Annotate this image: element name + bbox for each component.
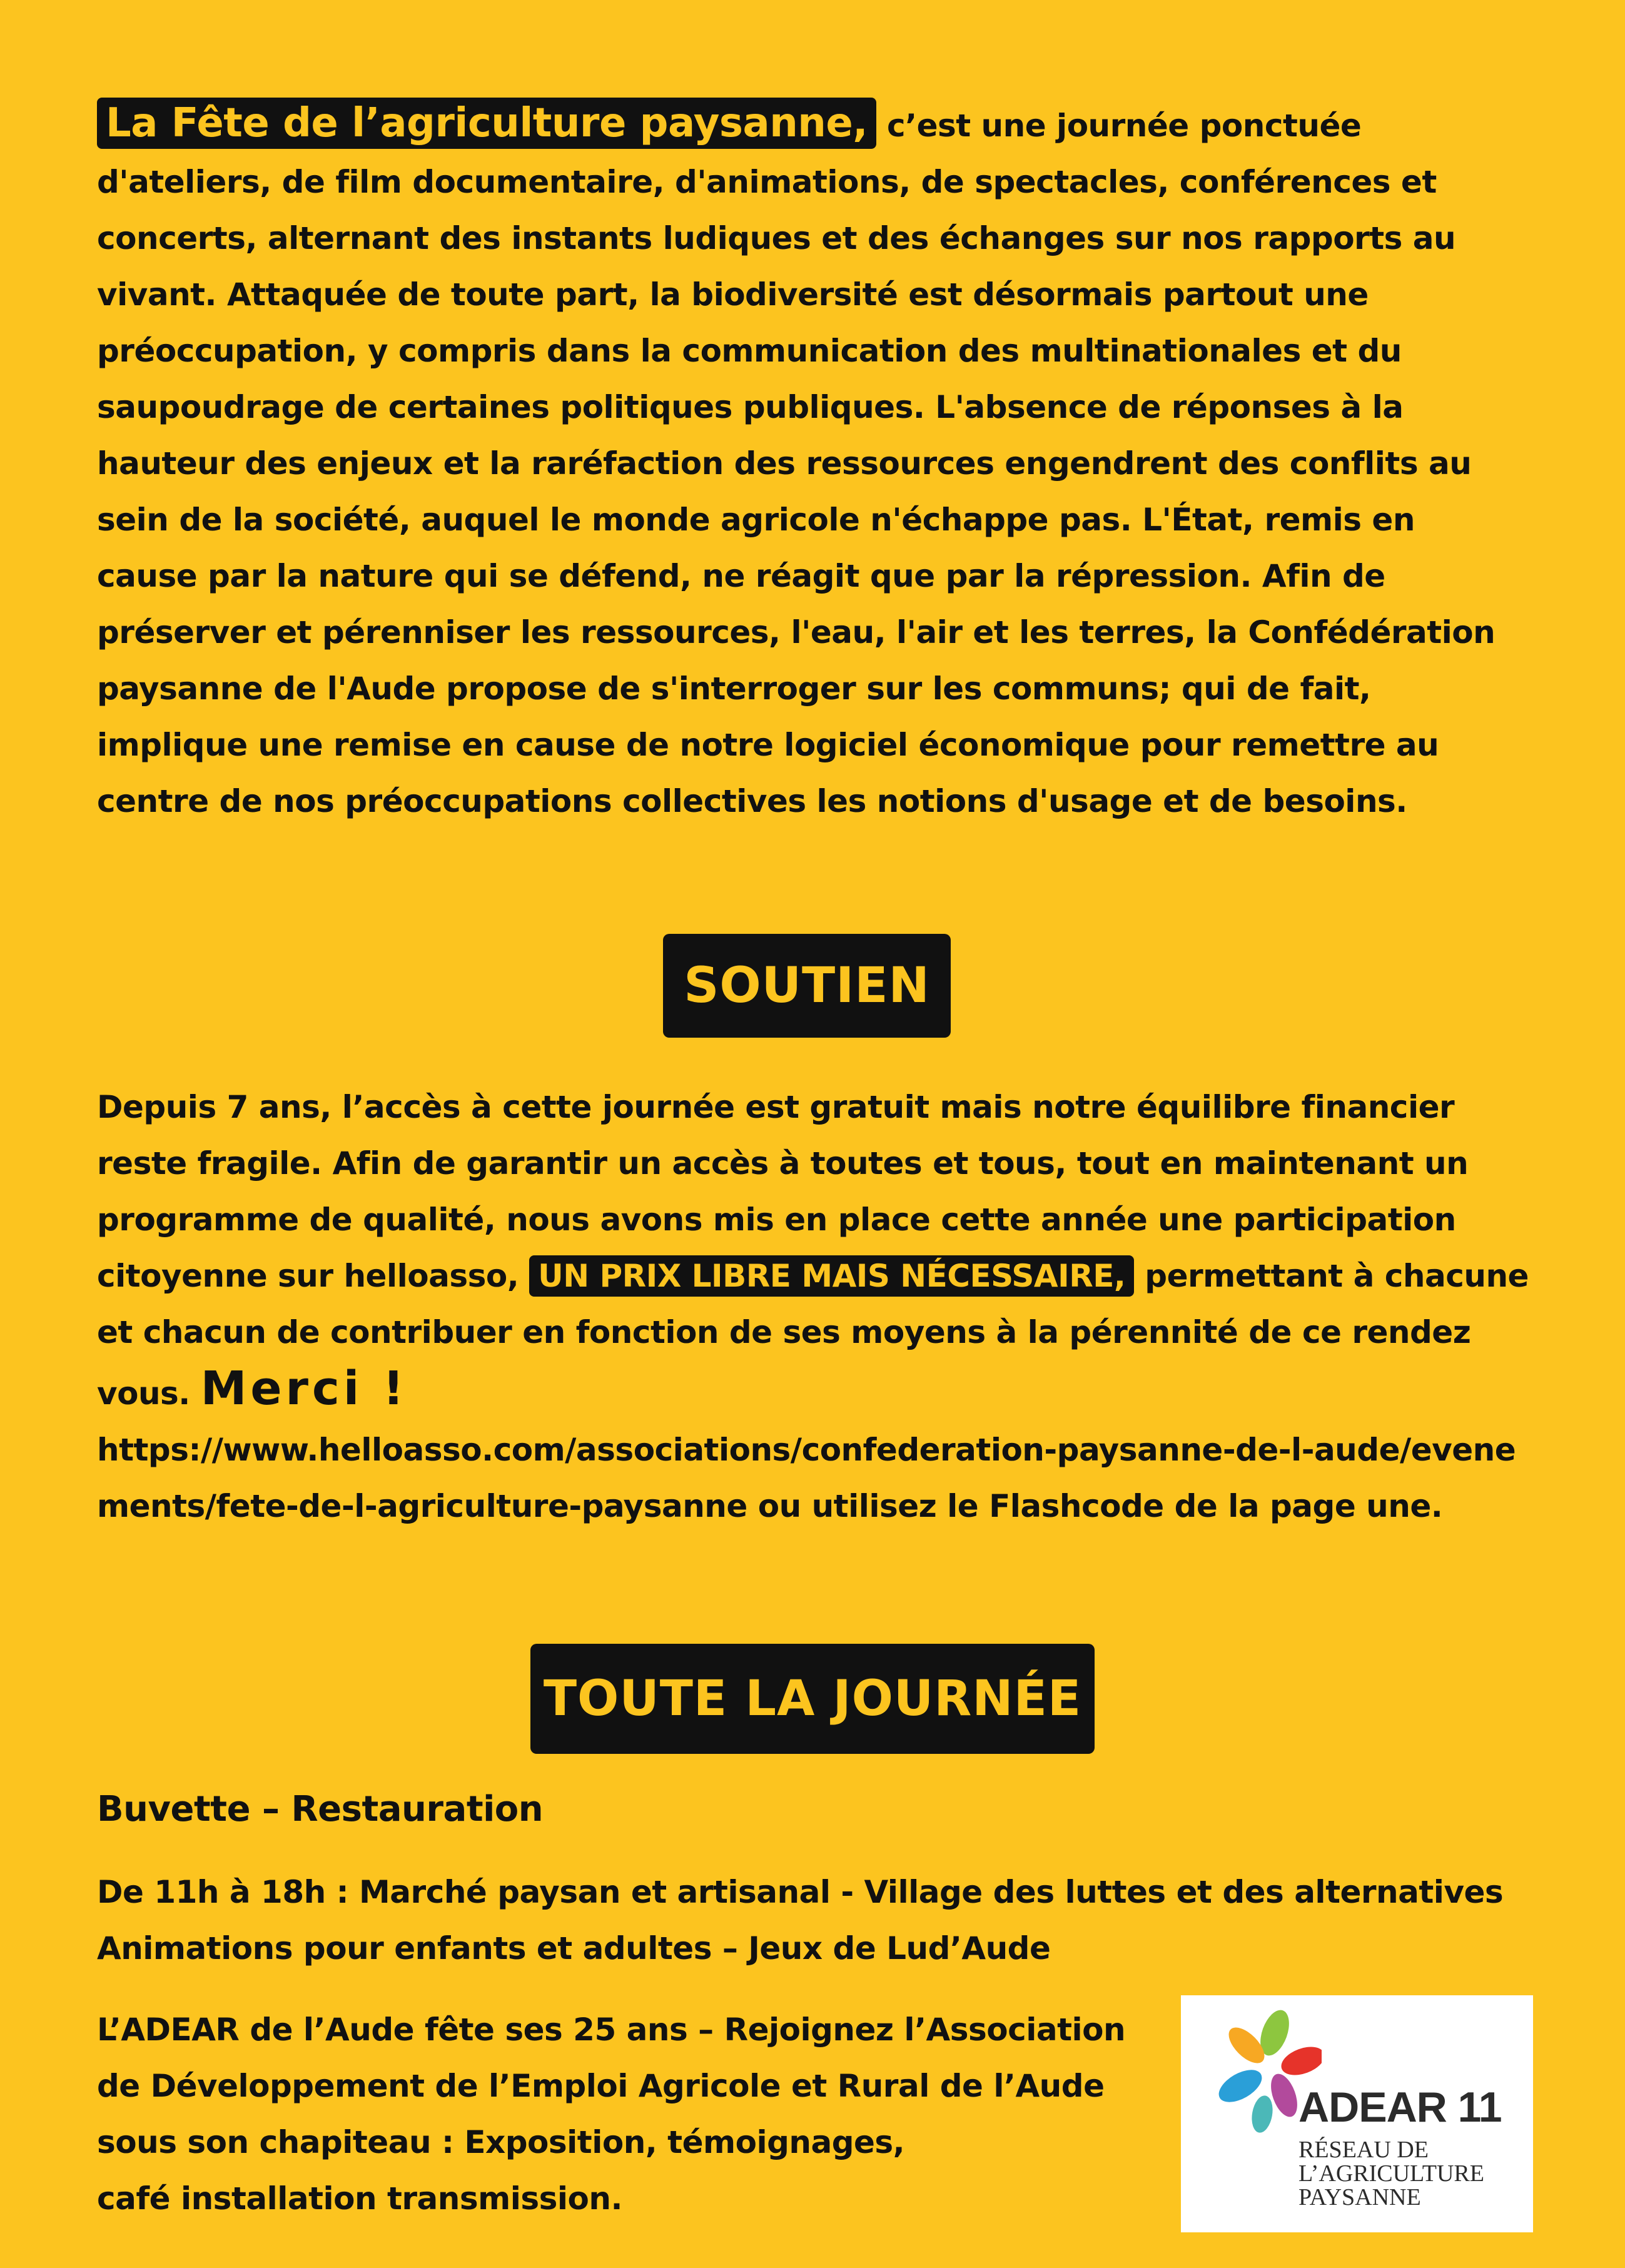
- helloasso-link-cont[interactable]: ments/fete-de-l-agriculture-paysanne ou utilisez le Flashcode de la page une.: [97, 1488, 1443, 1524]
- intro-line: concerts, alternant des instants ludiques et des échanges sur nos rapports au: [97, 220, 1456, 256]
- buvette-line: Buvette – Restauration: [97, 1789, 544, 1830]
- journee-adear: [97, 2002, 1173, 2227]
- adear-line: sous son chapiteau : Exposition, témoignages,: [97, 2124, 905, 2160]
- intro-line: cause par la nature qui se défend, ne réagit que par la répression. Afin de: [97, 558, 1385, 594]
- soutien-line: vous. Merci !: [97, 1362, 408, 1415]
- intro-line: hauteur des enjeux et la raréfaction des ressources engendrent des conflits au: [97, 445, 1472, 482]
- intro-line: d'ateliers, de film documentaire, d'animations, de spectacles, conférences et: [97, 164, 1437, 200]
- adear-line: de Développement de l’Emploi Agricole et Rural de l’Aude: [97, 2068, 1105, 2104]
- intro-line: vivant. Attaquée de toute part, la biodiversité est désormais partout une: [97, 276, 1369, 313]
- merci-text: Merci !: [200, 1362, 408, 1415]
- adear-line: L’ADEAR de l’Aude fête ses 25 ans – Rejoignez l’Association: [97, 2012, 1126, 2048]
- intro-line-1: La Fête de l’agriculture paysanne, c’est une journée ponctuée: [97, 95, 1536, 154]
- adear-line: café installation transmission.: [97, 2180, 622, 2217]
- toute-la-journee-heading: TOUTE LA JOURNÉE: [530, 1644, 1095, 1754]
- soutien-line: et chacun de contribuer en fonction de ses moyens à la pérennité de ce rendez: [97, 1314, 1471, 1350]
- intro-line: paysanne de l'Aude propose de s'interroger sur les communs; qui de fait,: [97, 671, 1371, 707]
- soutien-line: citoyenne sur helloasso, UN PRIX LIBRE MAIS NÉCESSAIRE, permettant à chacune: [97, 1248, 1536, 1304]
- intro-line: préoccupation, y compris dans la communication des multinationales et du: [97, 333, 1402, 369]
- journee-marche: [97, 1864, 1536, 1977]
- intro-line: implique une remise en cause de notre logiciel économique pour remettre au: [97, 727, 1439, 763]
- intro-line: sein de la société, auquel le monde agricole n'échappe pas. L'État, remis en: [97, 502, 1415, 538]
- marche-line: Animations pour enfants et adultes – Jeux de Lud’Aude: [97, 1930, 1051, 1967]
- soutien-line: reste fragile. Afin de garantir un accès à toutes et tous, tout en maintenant un: [97, 1145, 1469, 1182]
- intro-line: centre de nos préoccupations collectives les notions d'usage et de besoins.: [97, 783, 1407, 819]
- helloasso-link[interactable]: https://www.helloasso.com/associations/confederation-paysanne-de-l-aude/evene: [97, 1432, 1516, 1468]
- intro-line: saupoudrage de certaines politiques publiques. L'absence de réponses à la: [97, 389, 1404, 425]
- soutien-line: programme de qualité, nous avons mis en place cette année une participation: [97, 1202, 1456, 1238]
- soutien-paragraph: [97, 1079, 1536, 1534]
- marche-line: De 11h à 18h : Marché paysan et artisanal - Village des luttes et des alternatives: [97, 1874, 1504, 1910]
- intro-paragraph: [97, 95, 1536, 829]
- intro-highlight: La Fête de l’agriculture paysanne,: [97, 98, 876, 149]
- journee-buvette: [97, 1781, 1536, 1838]
- soutien-heading: SOUTIEN: [663, 934, 951, 1038]
- prix-libre-highlight: UN PRIX LIBRE MAIS NÉCESSAIRE,: [529, 1255, 1134, 1297]
- soutien-line: Depuis 7 ans, l’accès à cette journée est gratuit mais notre équilibre financier: [97, 1089, 1455, 1125]
- adear-logo: [1181, 1995, 1533, 2232]
- logo-title: ADEAR 11: [1298, 2083, 1502, 2131]
- logo-subtitle: RÉSEAU DE L’AGRICULTURE PAYSANNE: [1298, 2137, 1484, 2210]
- intro-line: préserver et pérenniser les ressources, l'eau, l'air et les terres, la Confédération: [97, 614, 1496, 651]
